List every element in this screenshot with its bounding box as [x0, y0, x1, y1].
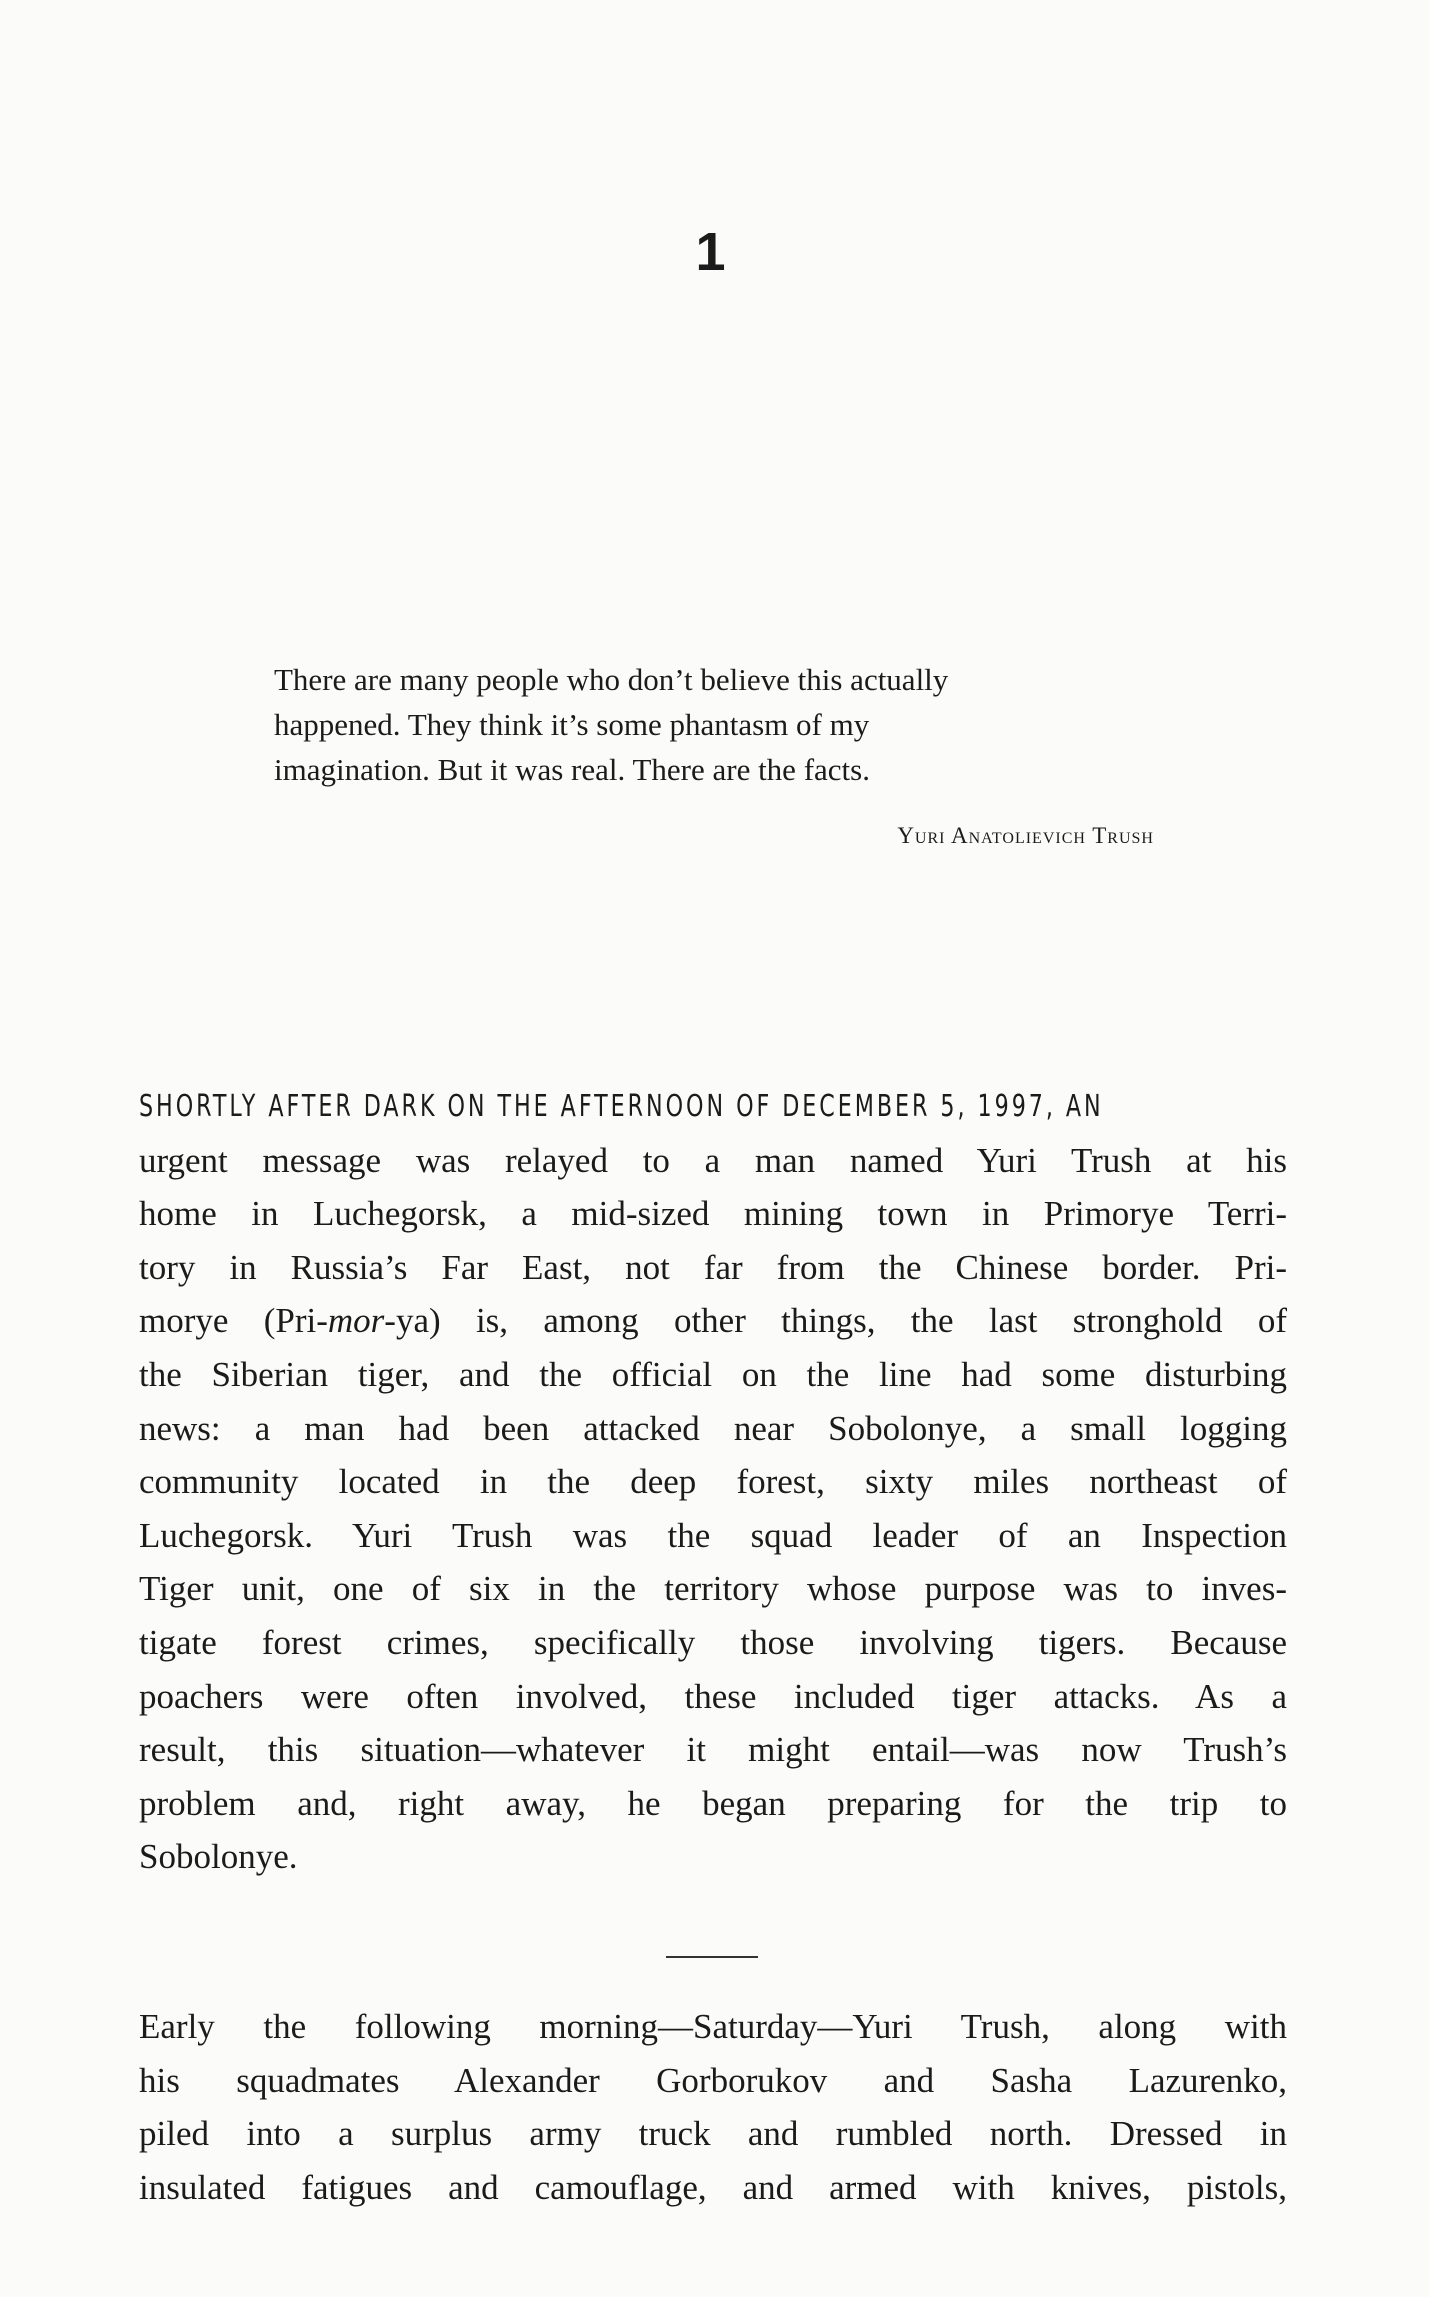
paragraph-line: community located in the deep forest, sixty miles northeast of	[139, 1462, 1287, 1502]
epigraph-line: There are many people who don’t believe this actually	[274, 662, 949, 697]
italic-syllable: mor	[327, 1301, 385, 1341]
epigraph	[274, 657, 1174, 792]
chapter-number: 1	[695, 222, 726, 282]
lead-in-caps: SHORTLY AFTER DARK ON THE AFTERNOON OF DECEMBER 5, 1997, AN	[139, 1089, 1104, 1124]
paragraph-line-pronunciation	[139, 1294, 1287, 1348]
paragraph-line: Luchegorsk. Yuri Trush was the squad leader of an Inspection	[139, 1515, 1287, 1555]
paragraph-line: Tiger unit, one of six in the territory whose purpose was to inves-	[139, 1569, 1287, 1609]
epigraph-quote	[274, 657, 1174, 792]
paragraph-line: Sobolonye.	[139, 1837, 298, 1877]
paragraph-line: the Siberian tiger, and the official on the line had some disturbing	[139, 1354, 1287, 1394]
paragraph-line: urgent message was relayed to a man named Yuri Trush at his	[139, 1140, 1287, 1180]
paragraph-line: Early the following morning—Saturday—Yuri Trush, along with	[139, 2007, 1287, 2046]
paragraph-line: problem and, right away, he began preparing for the trip to	[139, 1783, 1287, 1823]
paragraph-line: insulated fatigues and camouflage, and armed with knives, pistols,	[139, 2167, 1287, 2207]
paragraph-second	[139, 2000, 1287, 2214]
paragraph-line: home in Luchegorsk, a mid-sized mining town in Primorye Terri-	[139, 1194, 1287, 1234]
paragraph-line: news: a man had been attacked near Sobolonye, a small logging	[139, 1408, 1287, 1448]
epigraph-line: imagination. But it was real. There are the facts.	[274, 752, 870, 787]
paragraph-line: tory in Russia’s Far East, not far from the Chinese border. Pri-	[139, 1247, 1287, 1287]
paragraph-line: tigate forest crimes, specifically those involving tigers. Because	[139, 1622, 1287, 1662]
line-text: morye (Pri-	[139, 1301, 328, 1341]
paragraph-line: result, this situation—whatever it might entail—was now Trush’s	[139, 1730, 1287, 1770]
line-text: -ya) is, among other things, the last stronghold of	[384, 1301, 1287, 1341]
epigraph-line: happened. They think it’s some phantasm of my	[274, 707, 870, 742]
paragraph-opening	[139, 1080, 1287, 1884]
epigraph-attribution: Yuri Anatolievich Trush	[897, 823, 1154, 848]
paragraph-line: piled into a surplus army truck and rumbled north. Dressed in	[139, 2114, 1287, 2154]
section-break-rule	[666, 1956, 758, 1958]
paragraph-line: his squadmates Alexander Gorborukov and Sasha Lazurenko,	[139, 2060, 1287, 2100]
paragraph-line: poachers were often involved, these included tiger attacks. As a	[139, 1676, 1287, 1716]
